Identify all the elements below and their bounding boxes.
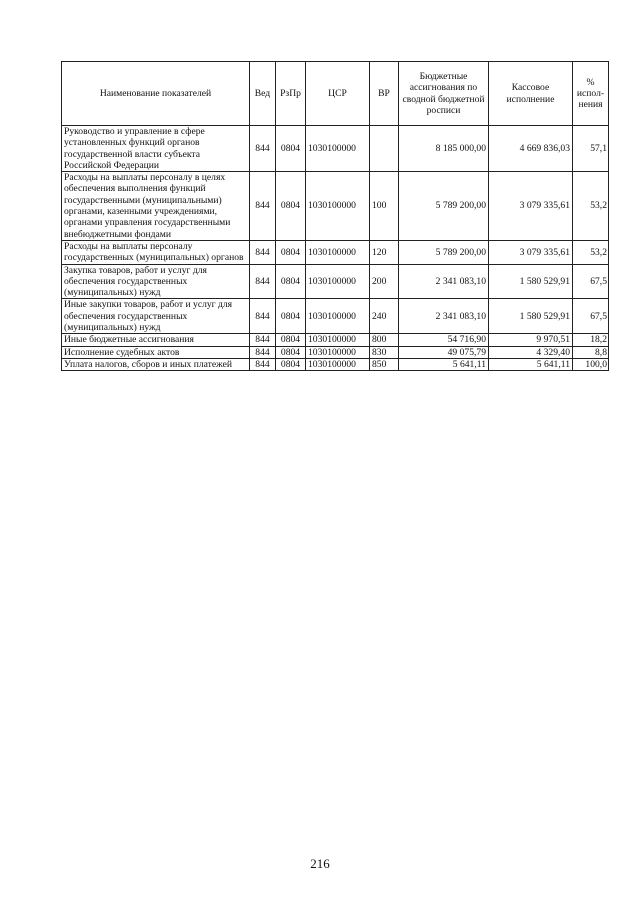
row-ved: 844 <box>250 299 276 334</box>
header-cash: Кассовое исполнение <box>489 62 573 126</box>
table-row <box>62 334 609 346</box>
header-budget: Бюджетные ассигнования по сводной бюджетной росписи <box>399 62 489 126</box>
row-rzpr: 0804 <box>276 358 306 370</box>
row-csr: 1030100000 <box>306 346 370 358</box>
row-vr: 200 <box>370 264 399 299</box>
row-ved: 844 <box>250 264 276 299</box>
row-cash: 4 669 836,03 <box>489 126 573 172</box>
row-pct: 67,5 <box>573 299 609 334</box>
row-budget: 54 716,90 <box>399 334 489 346</box>
row-pct: 8,8 <box>573 346 609 358</box>
row-vr: 240 <box>370 299 399 334</box>
row-rzpr: 0804 <box>276 346 306 358</box>
row-vr: 800 <box>370 334 399 346</box>
row-csr: 1030100000 <box>306 240 370 264</box>
header-vr: ВР <box>370 62 399 126</box>
row-budget: 49 075,79 <box>399 346 489 358</box>
row-name: Закупка товаров, работ и услуг для обеспечения государственных (муниципальных) нужд <box>62 264 250 299</box>
row-csr: 1030100000 <box>306 172 370 241</box>
row-cash: 4 329,40 <box>489 346 573 358</box>
table-row <box>62 126 609 172</box>
row-rzpr: 0804 <box>276 240 306 264</box>
row-cash: 5 641,11 <box>489 358 573 370</box>
row-budget: 2 341 083,10 <box>399 264 489 299</box>
row-name: Исполнение судебных актов <box>62 346 250 358</box>
row-cash: 3 079 335,61 <box>489 172 573 241</box>
row-ved: 844 <box>250 126 276 172</box>
row-pct: 53,2 <box>573 240 609 264</box>
row-ved: 844 <box>250 358 276 370</box>
row-name: Иные закупки товаров, работ и услуг для обеспечения государственных (муниципальных) нужд <box>62 299 250 334</box>
row-vr: 120 <box>370 240 399 264</box>
row-pct: 67,5 <box>573 264 609 299</box>
row-ved: 844 <box>250 334 276 346</box>
row-pct: 100,0 <box>573 358 609 370</box>
row-csr: 1030100000 <box>306 264 370 299</box>
row-name: Расходы на выплаты персоналу государственных (муниципальных) органов <box>62 240 250 264</box>
header-rzpr: РзПр <box>276 62 306 126</box>
row-name: Уплата налогов, сборов и иных платежей <box>62 358 250 370</box>
row-budget: 5 641,11 <box>399 358 489 370</box>
row-budget: 5 789 200,00 <box>399 240 489 264</box>
row-cash: 9 970,51 <box>489 334 573 346</box>
row-vr: 100 <box>370 172 399 241</box>
row-ved: 844 <box>250 346 276 358</box>
header-csr: ЦСР <box>306 62 370 126</box>
table-row <box>62 172 609 241</box>
row-cash: 3 079 335,61 <box>489 240 573 264</box>
row-rzpr: 0804 <box>276 172 306 241</box>
row-rzpr: 0804 <box>276 299 306 334</box>
row-pct: 57,1 <box>573 126 609 172</box>
row-name: Расходы на выплаты персоналу в целях обеспечения выполнения функций государственными (муниципальными) органами, казенными учреждениями, органами управления государственными внебюджетными фондами <box>62 172 250 241</box>
row-pct: 18,2 <box>573 334 609 346</box>
row-name: Иные бюджетные ассигнования <box>62 334 250 346</box>
table-row <box>62 240 609 264</box>
row-ved: 844 <box>250 240 276 264</box>
row-vr <box>370 126 399 172</box>
row-rzpr: 0804 <box>276 334 306 346</box>
row-csr: 1030100000 <box>306 334 370 346</box>
row-vr: 830 <box>370 346 399 358</box>
row-budget: 2 341 083,10 <box>399 299 489 334</box>
row-cash: 1 580 529,91 <box>489 264 573 299</box>
header-ved: Вед <box>250 62 276 126</box>
row-csr: 1030100000 <box>306 358 370 370</box>
header-name: Наименование показателей <box>62 62 250 126</box>
table-row <box>62 358 609 370</box>
row-csr: 1030100000 <box>306 299 370 334</box>
row-budget: 8 185 000,00 <box>399 126 489 172</box>
table-row <box>62 346 609 358</box>
page-number: 216 <box>310 856 330 871</box>
row-vr: 850 <box>370 358 399 370</box>
row-rzpr: 0804 <box>276 264 306 299</box>
row-pct: 53,2 <box>573 172 609 241</box>
table-row <box>62 264 609 299</box>
row-name: Руководство и управление в сфере установленных функций органов государственной власти субъекта Российской Федерации <box>62 126 250 172</box>
budget-table-container <box>61 61 608 371</box>
budget-execution-table <box>61 61 609 371</box>
row-csr: 1030100000 <box>306 126 370 172</box>
row-ved: 844 <box>250 172 276 241</box>
table-header-row <box>62 62 609 126</box>
table-row <box>62 299 609 334</box>
row-budget: 5 789 200,00 <box>399 172 489 241</box>
header-pct: % испол-нения <box>573 62 609 126</box>
row-cash: 1 580 529,91 <box>489 299 573 334</box>
row-rzpr: 0804 <box>276 126 306 172</box>
